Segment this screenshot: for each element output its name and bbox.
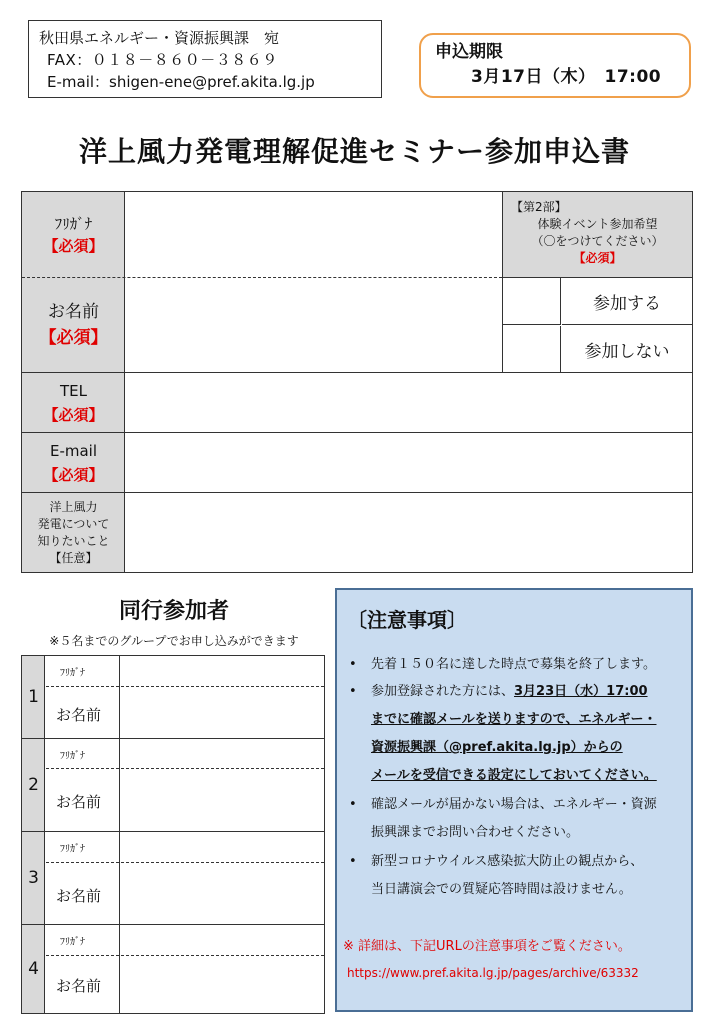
part2-title: 体験イベント参加希望 (537, 217, 658, 231)
notice-item-line: 振興課までお問い合わせください。 (371, 825, 580, 840)
companions-note: ※５名までのグループでお申し込みができます (49, 634, 299, 648)
attend-circle-cell[interactable] (503, 278, 561, 325)
furigana-field[interactable] (126, 192, 502, 277)
notice-item-line: 当日講演会での質疑応答時間は設けません。 (371, 882, 632, 897)
interest-label-line: 知りたいこと (37, 533, 110, 548)
email-label: E-mail (49, 441, 98, 460)
part2-choices (502, 277, 692, 372)
email-label-cell (22, 433, 125, 492)
part2-label: 【第2部】 (511, 200, 567, 214)
required-badge: 【必須】 (573, 251, 622, 265)
notice-title: 〔注意事項〕 (347, 608, 467, 632)
furigana-label-cell (22, 192, 125, 277)
notice-item-line: メールを受信できる設定にしておいてください。 (371, 768, 657, 783)
furigana-divider (46, 686, 324, 687)
part2-instruction: （〇をつけてください） (531, 234, 664, 248)
not-attend-option: 参加しない (584, 341, 670, 362)
row-divider (22, 831, 324, 832)
companion-name-label: お名前 (56, 977, 102, 995)
companion-number: 3 (28, 868, 39, 888)
not-attend-circle-cell[interactable] (503, 326, 561, 372)
page-title: 洋上風力発電理解促進セミナー参加申込書 (78, 135, 630, 168)
required-badge: 【必須】 (39, 328, 108, 348)
required-badge: 【必須】 (43, 465, 104, 484)
required-badge: 【必須】 (43, 236, 104, 255)
deadline-label: 申込期限 (435, 42, 503, 62)
furigana-label: ﾌﾘｶﾞﾅ (54, 214, 93, 233)
tel-label: TEL (60, 381, 87, 400)
interest-label-cell (22, 493, 125, 572)
name-field[interactable] (126, 279, 502, 372)
furigana-divider (46, 955, 324, 956)
companion-furigana-label: ﾌﾘｶﾞﾅ (60, 937, 85, 948)
notice-item: • 新型コロナウイルス感染拡大防止の観点から、 (349, 854, 644, 869)
companion-name-field[interactable] (122, 958, 322, 1011)
detail-note: ※ 詳細は、下記URLの注意事項をご覧ください。 (343, 939, 631, 954)
companion-name-field[interactable] (122, 689, 322, 736)
notice-item-line: までに確認メールを送りますので、エネルギー・ (371, 712, 657, 727)
application-form-table (21, 191, 693, 573)
fax-number: FAX：０１８－８６０－３８６９ (47, 51, 278, 69)
optional-badge: 【任意】 (49, 550, 98, 565)
deadline-box (419, 33, 691, 98)
companion-furigana-label: ﾌﾘｶﾞﾅ (60, 844, 85, 855)
companion-number: 1 (28, 687, 39, 707)
attend-option: 参加する (562, 278, 692, 325)
email-field[interactable] (126, 434, 692, 492)
row-divider (22, 924, 324, 925)
companion-name-label: お名前 (56, 706, 102, 724)
part2-header (502, 192, 692, 277)
notice-item-line: 資源振興課（@pref.akita.lg.jp）からの (371, 740, 623, 755)
interest-field[interactable] (126, 494, 692, 572)
row-divider (22, 738, 324, 739)
recipient-address-box (28, 20, 382, 98)
companion-furigana-label: ﾌﾘｶﾞﾅ (60, 668, 85, 679)
companion-furigana-field[interactable] (122, 658, 322, 685)
notice-item: • 先着１５０名に達した時点で募集を終了します。 (349, 657, 656, 672)
companion-furigana-field[interactable] (122, 741, 322, 767)
companion-number: 4 (28, 959, 39, 979)
notice-box (335, 588, 693, 1012)
tel-field[interactable] (126, 374, 692, 432)
furigana-divider (46, 862, 324, 863)
companion-name-label: お名前 (56, 793, 102, 811)
contact-email: E-mail：shigen-ene@pref.akita.lg.jp (47, 73, 315, 91)
tel-label-cell (22, 373, 125, 432)
column-divider (119, 656, 120, 1013)
recipient-name: 秋田県エネルギー・資源振興課 宛 (39, 29, 280, 47)
companion-name-field[interactable] (122, 771, 322, 829)
companion-name-label: お名前 (56, 887, 102, 905)
deadline-value: 3月17日（木） 17:00 (471, 67, 662, 87)
detail-url-link[interactable]: https://www.pref.akita.lg.jp/pages/archive/63332 (347, 966, 639, 980)
furigana-divider (46, 768, 324, 769)
name-label-cell (22, 278, 125, 372)
companion-furigana-field[interactable] (122, 834, 322, 861)
name-label: お名前 (48, 302, 99, 322)
required-badge: 【必須】 (43, 405, 104, 424)
companions-title: 同行参加者 (118, 599, 229, 624)
interest-label-line: 発電について (37, 516, 110, 531)
companion-number: 2 (28, 775, 39, 795)
notice-item: • 確認メールが届かない場合は、エネルギー・資源 (349, 797, 657, 812)
companion-furigana-field[interactable] (122, 927, 322, 954)
companion-name-field[interactable] (122, 865, 322, 922)
interest-label-line: 洋上風力 (49, 499, 98, 514)
companion-furigana-label: ﾌﾘｶﾞﾅ (60, 751, 85, 762)
notice-item: • 参加登録された方には、3月23日（水）17:00 (349, 684, 648, 699)
companions-table (21, 655, 325, 1014)
